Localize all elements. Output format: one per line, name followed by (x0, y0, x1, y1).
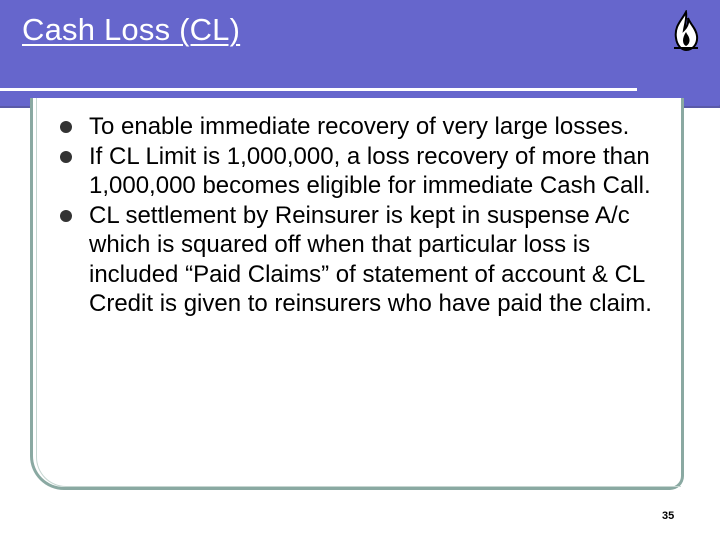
bullet-item (60, 112, 660, 142)
bullet-text: To enable immediate recovery of very large losses. (89, 113, 630, 140)
title-underline-rule (0, 88, 637, 91)
bullet-item (60, 201, 660, 319)
bullet-list (60, 112, 660, 319)
bullet-item (60, 142, 660, 201)
bullet-text: If CL Limit is 1,000,000, a loss recovery of more than 1,000,000 becomes eligible for immediate Cash Call. (89, 142, 651, 199)
bullet-text: CL settlement by Reinsurer is kept in suspense A/c which is squared off when that particular loss is included “Paid Claims” of statement of account & CL Credit is given to reinsurers who have paid the claim. (89, 201, 652, 317)
slide-title: Cash Loss (CL) (22, 12, 241, 47)
flame-logo-icon (668, 10, 704, 52)
bullet-dot-icon (60, 121, 72, 133)
page-number: 35 (662, 510, 675, 522)
bullet-dot-icon (60, 210, 72, 222)
bullet-dot-icon (60, 151, 72, 163)
